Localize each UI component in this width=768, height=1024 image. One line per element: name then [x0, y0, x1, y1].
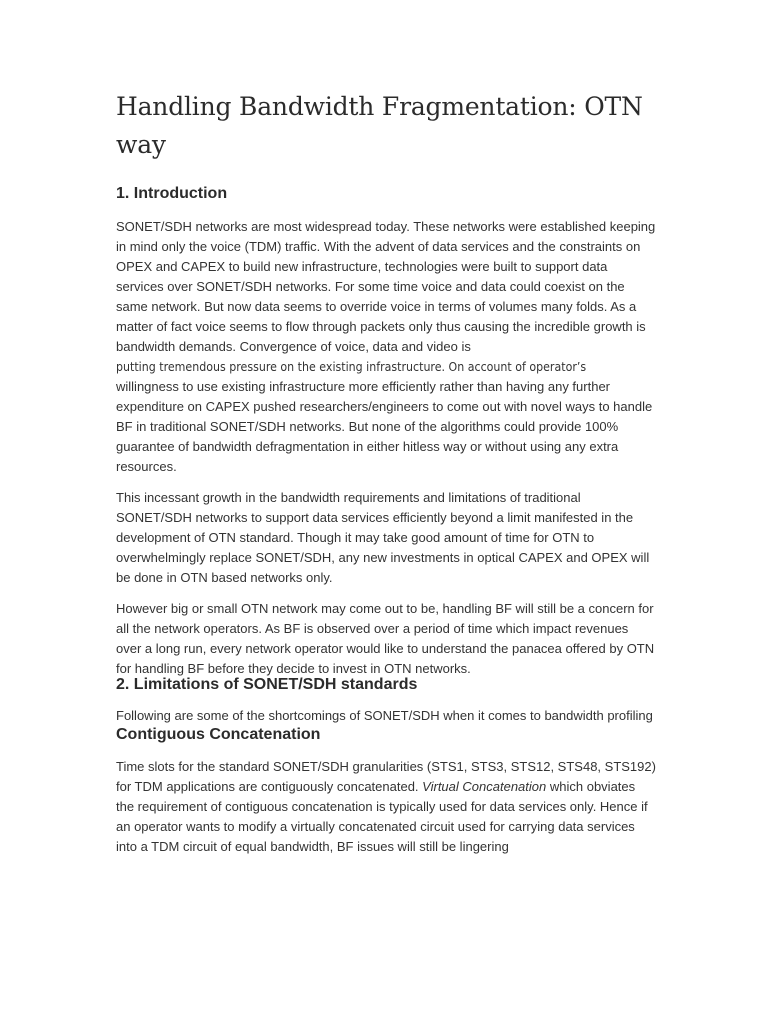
intro-paragraph-3: However big or small OTN network may come out to be, handling BF will still be a concern for all the network operators. As BF is observed over a period of time which impact revenues over a long run, every network operator would like to understand the panacea offered by OTN for handling BF before they decide to invest in OTN networks.	[116, 601, 655, 676]
contiguous-paragraph-part-a: Time slots for the standard SONET/SDH granularities (STS1, STS3, STS12, STS48, STS192) for TDM applications are contiguously concatenated.	[116, 759, 656, 794]
section-introduction	[116, 184, 656, 679]
section-heading-introduction: 1. Introduction	[116, 185, 228, 202]
intro-paragraph-2: This incessant growth in the bandwidth requirements and limitations of traditional SONET/SDH networks to support data services efficiently beyond a limit manifested in the development of OTN standard. Though it may take good amount of time for OTN to overwhelmingly replace SONET/SDH, any new investments in optical CAPEX and OPEX will be done in OTN based networks only.	[116, 490, 650, 585]
intro-paragraph-1	[116, 217, 656, 477]
intro-paragraph-1-part-b: putting tremendous pressure on the existing infrastructure. On account of operator’s	[116, 360, 587, 374]
contiguous-paragraph-part-b: which obviates the requirement of contiguous concatenation is typically used for data services only. Hence if an operator wants to modify a virtually concatenated circuit used for carrying data services into a TDM circuit of equal bandwidth, BF issues will still be lingering	[116, 779, 648, 854]
intro-paragraph-1-part-a: SONET/SDH networks are most widespread today. These networks were established keeping in mind only the voice (TDM) traffic. With the advent of data services and the constraints on OPEX and CAPEX to build new infrastructure, technologies were built to support data services over SONET/SDH networks. For some time voice and data could coexist on the same network. But now data seems to override voice in terms of volumes many folds. As a matter of fact voice seems to flow through packets only thus causing the incredible growth is bandwidth demands. Convergence of voice, data and video is	[116, 219, 656, 354]
document-page	[116, 88, 656, 868]
section-limitations	[116, 675, 656, 726]
section-heading-contiguous-concatenation: Contiguous Concatenation	[116, 726, 321, 743]
page-title: Handling Bandwidth Fragmentation: OTN way	[116, 92, 643, 159]
section-contiguous-concatenation	[116, 725, 656, 857]
intro-paragraph-1-part-c: willingness to use existing infrastructure more efficiently rather than having any further expenditure on CAPEX pushed researchers/engineers to come out with novel ways to handle BF in traditional SONET/SDH networks. But none of the algorithms could provide 100% guarantee of bandwidth defragmentation in either hitless way or without using any extra resources.	[116, 379, 653, 474]
section-heading-limitations: 2. Limitations of SONET/SDH standards	[116, 676, 418, 693]
limitations-paragraph-1: Following are some of the shortcomings of SONET/SDH when it comes to bandwidth profiling	[116, 708, 653, 723]
contiguous-paragraph-1	[116, 757, 656, 857]
virtual-concatenation-term: Virtual Concatenation	[422, 779, 547, 794]
